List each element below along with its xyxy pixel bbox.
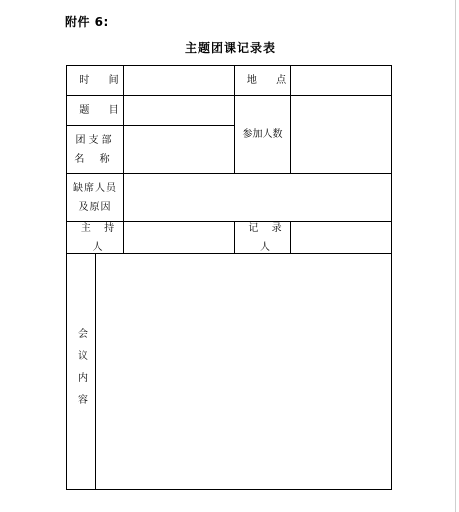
recorder-field[interactable] bbox=[291, 222, 391, 253]
branch-label-line2: 名 称 bbox=[74, 153, 116, 165]
topic-field[interactable] bbox=[124, 96, 234, 125]
absent-field[interactable] bbox=[124, 174, 391, 221]
branch-label-line1: 团支部 bbox=[75, 134, 115, 146]
host-field[interactable] bbox=[124, 222, 234, 253]
page-title: 主题团课记录表 bbox=[184, 41, 276, 55]
place-field[interactable] bbox=[291, 66, 391, 95]
column-divider bbox=[123, 173, 124, 222]
host-label: 主 持 人 bbox=[80, 222, 120, 253]
participants-label: 参加人数 bbox=[242, 129, 283, 140]
meeting-content-field[interactable] bbox=[96, 254, 391, 489]
time-field[interactable] bbox=[124, 66, 234, 95]
time-label: 时 间 bbox=[79, 75, 127, 86]
recorder-label: 记 录 人 bbox=[248, 222, 287, 253]
meeting-content-label: 会议内容 bbox=[75, 328, 87, 416]
page-edge bbox=[455, 0, 456, 512]
absent-label-line2: 及原因 bbox=[78, 201, 112, 213]
absent-label-line1: 缺席人员 bbox=[73, 182, 117, 194]
record-form-table bbox=[66, 65, 392, 490]
place-label: 地 点 bbox=[246, 75, 295, 86]
attachment-label: 附件 6: bbox=[65, 15, 109, 29]
topic-label: 题 目 bbox=[79, 105, 127, 116]
branch-name-label bbox=[67, 126, 123, 173]
participants-field[interactable] bbox=[291, 96, 391, 173]
branch-name-field[interactable] bbox=[124, 126, 234, 173]
meeting-content-label-cell bbox=[67, 254, 95, 490]
absent-label bbox=[67, 174, 123, 221]
